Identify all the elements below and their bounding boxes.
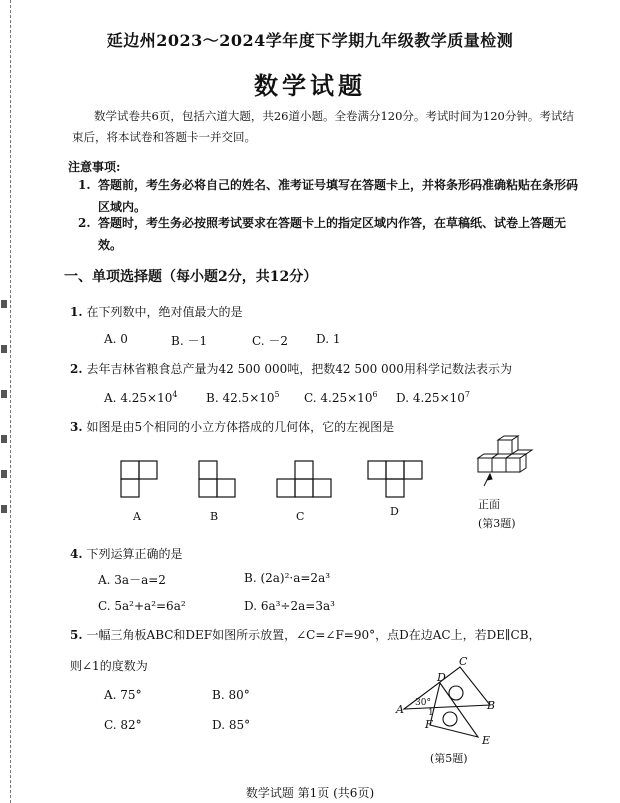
option-d: D. 6a³÷2a=3a³ (244, 599, 335, 613)
angle-30-label: 30° (415, 698, 431, 708)
binding-mark (1, 300, 7, 308)
angle-1-label: 1 (428, 708, 434, 718)
question-5 (70, 626, 541, 643)
question-stem: 去年吉林省粮食总产量为42 500 000吨，把数42 500 000用科学记数法表示为 (86, 362, 512, 376)
option-d: D. 85° (212, 718, 251, 732)
question-number: 3. (70, 420, 83, 434)
binding-mark (1, 470, 7, 478)
option-a: A. 75° (104, 688, 142, 702)
question-3 (70, 418, 394, 435)
exam-intro: 数学试卷共6页，包括六道大题，共26道小题。全卷满分120分。考试时间为120分钟。考试结束后，将本试卷和答题卡一并交回。 (72, 109, 574, 144)
binding-line (10, 0, 12, 803)
option-a: A. 3a－a=2 (98, 573, 166, 587)
q3-figure-d (367, 460, 425, 498)
section-heading: 一、单项选择题（每小题2分，共12分） (64, 269, 318, 285)
figure-caption: (第5题) (430, 752, 468, 765)
option-b: B. －1 (171, 334, 208, 348)
question-1 (70, 303, 243, 320)
option-a: A. $4.25\times 10^4$ (104, 390, 178, 405)
question-number: 1. (70, 305, 83, 319)
q3-figure-b (198, 460, 238, 498)
q3-figure-c (276, 460, 334, 498)
question-stem: 一幅三角板ABC和DEF如图所示放置，∠C=∠F=90°，点D在边AC上，若DE∥CB， (86, 628, 541, 642)
note-number: 1. (78, 178, 91, 192)
note-text: 答题前，考生务必将自己的姓名、准考证号填写在答题卡上，并将条形码准确粘贴在条形码区域内。 (98, 178, 579, 214)
notes-heading: 注意事项: (68, 160, 121, 174)
page-footer: 数学试题 第1页 (共6页) (245, 786, 375, 800)
binding-mark (1, 345, 7, 353)
q3-figure-a (120, 460, 160, 498)
option-c: C. 82° (104, 718, 142, 732)
subject-title: 数学试题 (254, 71, 366, 100)
point-d-label: D (437, 671, 446, 684)
question-number: 5. (70, 628, 83, 642)
question-2 (70, 360, 512, 377)
figure-label-b: B (210, 510, 219, 523)
front-label: 正面 (478, 498, 500, 511)
option-c: C. $4.25\times 10^6$ (304, 390, 378, 405)
binding-mark (1, 435, 7, 443)
exam-title: 延边州2023～2024学年度下学期九年级教学质量检测 (106, 31, 514, 50)
option-c: C. －2 (252, 334, 289, 348)
question-stem: 在下列数中，绝对值最大的是 (86, 305, 243, 319)
point-f-label: F (425, 718, 433, 731)
note-text: 答题时，考生务必按照考试要求在答题卡上的指定区域内作答，在草稿纸、试卷上答题无效。 (98, 216, 567, 252)
option-c: C. 5a²+a²=6a² (98, 599, 186, 613)
question-number: 4. (70, 547, 83, 561)
option-b: B. 80° (212, 688, 250, 702)
question-stem-continued: 则∠1的度数为 (70, 659, 148, 673)
q3-solid-figure (470, 436, 542, 496)
note-number: 2. (78, 216, 91, 230)
point-e-label: E (482, 734, 491, 747)
figure-label-a: A (133, 510, 141, 523)
point-c-label: C (459, 655, 468, 668)
point-b-label: B (487, 699, 496, 712)
option-a: A. 0 (104, 332, 128, 346)
option-b: B. (2a)²·a=2a³ (244, 571, 331, 585)
binding-mark (1, 505, 7, 513)
question-stem: 下列运算正确的是 (86, 547, 183, 561)
option-b: B. $42.5\times 10^5$ (206, 390, 280, 405)
option-d: D. 1 (316, 332, 341, 346)
note-item (78, 212, 578, 256)
question-4 (70, 545, 183, 562)
question-stem: 如图是由5个相同的小立方体搭成的几何体，它的左视图是 (86, 420, 395, 434)
point-a-label: A (396, 703, 404, 716)
binding-mark (1, 390, 7, 398)
question-number: 2. (70, 362, 83, 376)
figure-caption: (第3题) (478, 517, 516, 530)
figure-label-d: D (390, 505, 399, 518)
option-d: D. $4.25\times 10^7$ (396, 390, 470, 405)
figure-label-c: C (296, 510, 305, 523)
